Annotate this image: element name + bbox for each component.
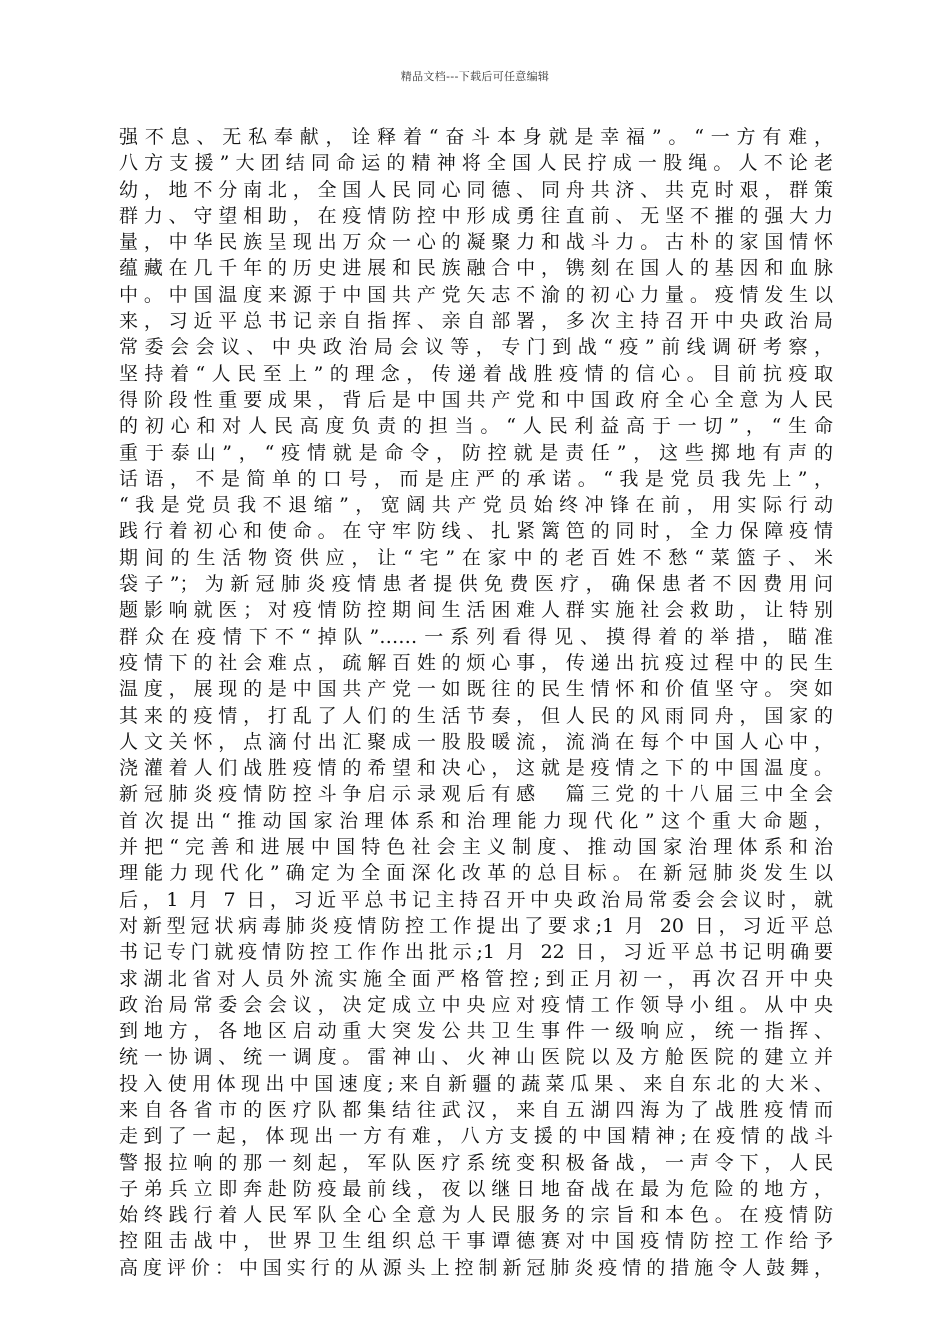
body-text [119, 124, 833, 1281]
text-line: 政治局常委会会议，决定成立中央应对疫情工作领导小组。从中央 [119, 993, 833, 1016]
text-line: 重于泰山”，“疫情就是命令，防控就是责任”，这些掷地有声的 [119, 441, 833, 464]
text-line: 对新型冠状病毒肺炎疫情防控工作提出了要求;1 月 20 日，习近平总 [119, 914, 833, 937]
page-header: 精品文档---下载后可任意编辑 [400, 70, 550, 83]
text-line: 题影响就医；对疫情防控期间生活困难人群实施社会救助，让特别 [119, 599, 833, 622]
text-line: 量，中华民族呈现出万众一心的凝聚力和战斗力。古朴的家国情怀 [119, 231, 833, 254]
text-line: 坚持着“人民至上”的理念，传递着战胜疫情的信心。目前抗疫取 [119, 362, 833, 385]
text-line: 人文关怀，点滴付出汇聚成一股股暖流，流淌在每个中国人心中， [119, 730, 833, 753]
text-line: 警报拉响的那一刻起，军队医疗系统变积极备战，一声令下，人民 [119, 1151, 833, 1174]
text-line: 幼，地不分南北，全国人民同心同德、同舟共济、共克时艰，群策 [119, 178, 833, 201]
text-line: 投入使用体现出中国速度;来自新疆的蔬菜瓜果、来自东北的大米、 [119, 1072, 833, 1095]
text-line: “我是党员我不退缩”，宽阔共产党员始终冲锋在前，用实际行动 [119, 494, 833, 517]
text-line: 后，1 月 7 日，习近平总书记主持召开中央政治局常委会会议时，就 [119, 888, 833, 911]
text-line: 到地方，各地区启动重大突发公共卫生事件一级响应，统一指挥、 [119, 1020, 833, 1043]
text-line: 袋子”；为新冠肺炎疫情患者提供免费医疗，确保患者不因费用问 [119, 573, 833, 596]
text-line: 首次提出“推动国家治理体系和治理能力现代化”这个重大命题， [119, 809, 833, 832]
text-line: 群众在疫情下不“掉队”……一系列看得见、摸得着的举措，瞄准 [119, 625, 833, 648]
text-line: 新冠肺炎疫情防控斗争启示录观后有感 篇三党的十八届三中全会 [119, 783, 833, 806]
text-line: 中。中国温度来源于中国共产党矢志不渝的初心力量。疫情发生以 [119, 283, 833, 306]
text-line: 其来的疫情，打乱了人们的生活节奏，但人民的风雨同舟，国家的 [119, 704, 833, 727]
text-line: 并把“完善和进展中国特色社会主义制度、推动国家治理体系和治 [119, 836, 833, 859]
text-line: 期间的生活物资供应，让“宅”在家中的老百姓不愁“菜篮子、米 [119, 546, 833, 569]
text-line: 来，习近平总书记亲自指挥、亲自部署，多次主持召开中央政治局 [119, 310, 833, 333]
text-line: 的初心和对人民高度负责的担当。“人民利益高于一切”，“生命 [119, 415, 833, 438]
text-line: 八方支援”大团结同命运的精神将全国人民拧成一股绳。人不论老 [119, 152, 833, 175]
text-line: 高度评价：中国实行的从源头上控制新冠肺炎疫情的措施令人鼓舞， [119, 1256, 833, 1279]
text-line: 蕴藏在几千年的历史进展和民族融合中，镌刻在国人的基因和血脉 [119, 257, 833, 280]
text-line: 求湖北省对人员外流实施全面严格管控;到正月初一，再次召开中央 [119, 967, 833, 990]
text-line: 走到了一起，体现出一方有难，八方支援的中国精神;在疫情的战斗 [119, 1125, 833, 1148]
text-line: 统一协调、统一调度。雷神山、火神山医院以及方舱医院的建立并 [119, 1046, 833, 1069]
text-line: 来自各省市的医疗队都集结往武汉，来自五湖四海为了战胜疫情而 [119, 1098, 833, 1121]
text-line: 浇灌着人们战胜疫情的希望和决心，这就是疫情之下的中国温度。 [119, 757, 833, 780]
text-line: 控阻击战中，世界卫生组织总干事谭德赛对中国疫情防控工作给予 [119, 1230, 833, 1253]
text-line: 话语，不是简单的口号，而是庄严的承诺。“我是党员我先上”， [119, 467, 833, 490]
text-line: 强不息、无私奉献，诠释着“奋斗本身就是幸福”。“一方有难， [119, 126, 833, 148]
text-line: 疫情下的社会难点，疏解百姓的烦心事，传递出抗疫过程中的民生 [119, 651, 833, 674]
text-line: 始终践行着人民军队全心全意为人民服务的宗旨和本色。在疫情防 [119, 1204, 833, 1227]
text-line: 群力、守望相助，在疫情防控中形成勇往直前、无坚不摧的强大力 [119, 204, 833, 227]
text-line: 子弟兵立即奔赴防疫最前线，夜以继日地奋战在最为危险的地方， [119, 1177, 833, 1200]
text-line: 践行着初心和使命。在守牢防线、扎紧篱笆的同时，全力保障疫情 [119, 520, 833, 543]
text-line: 常委会会议、中央政治局会议等，专门到战“疫”前线调研考察， [119, 336, 833, 359]
text-line: 理能力现代化”确定为全面深化改革的总目标。在新冠肺炎发生以 [119, 862, 833, 885]
text-line: 温度，展现的是中国共产党一如既往的民生情怀和价值坚守。突如 [119, 678, 833, 701]
text-line: 得阶段性重要成果，背后是中国共产党和中国政府全心全意为人民 [119, 388, 833, 411]
text-line: 书记专门就疫情防控工作作出批示;1 月 22 日，习近平总书记明确要 [119, 941, 833, 964]
